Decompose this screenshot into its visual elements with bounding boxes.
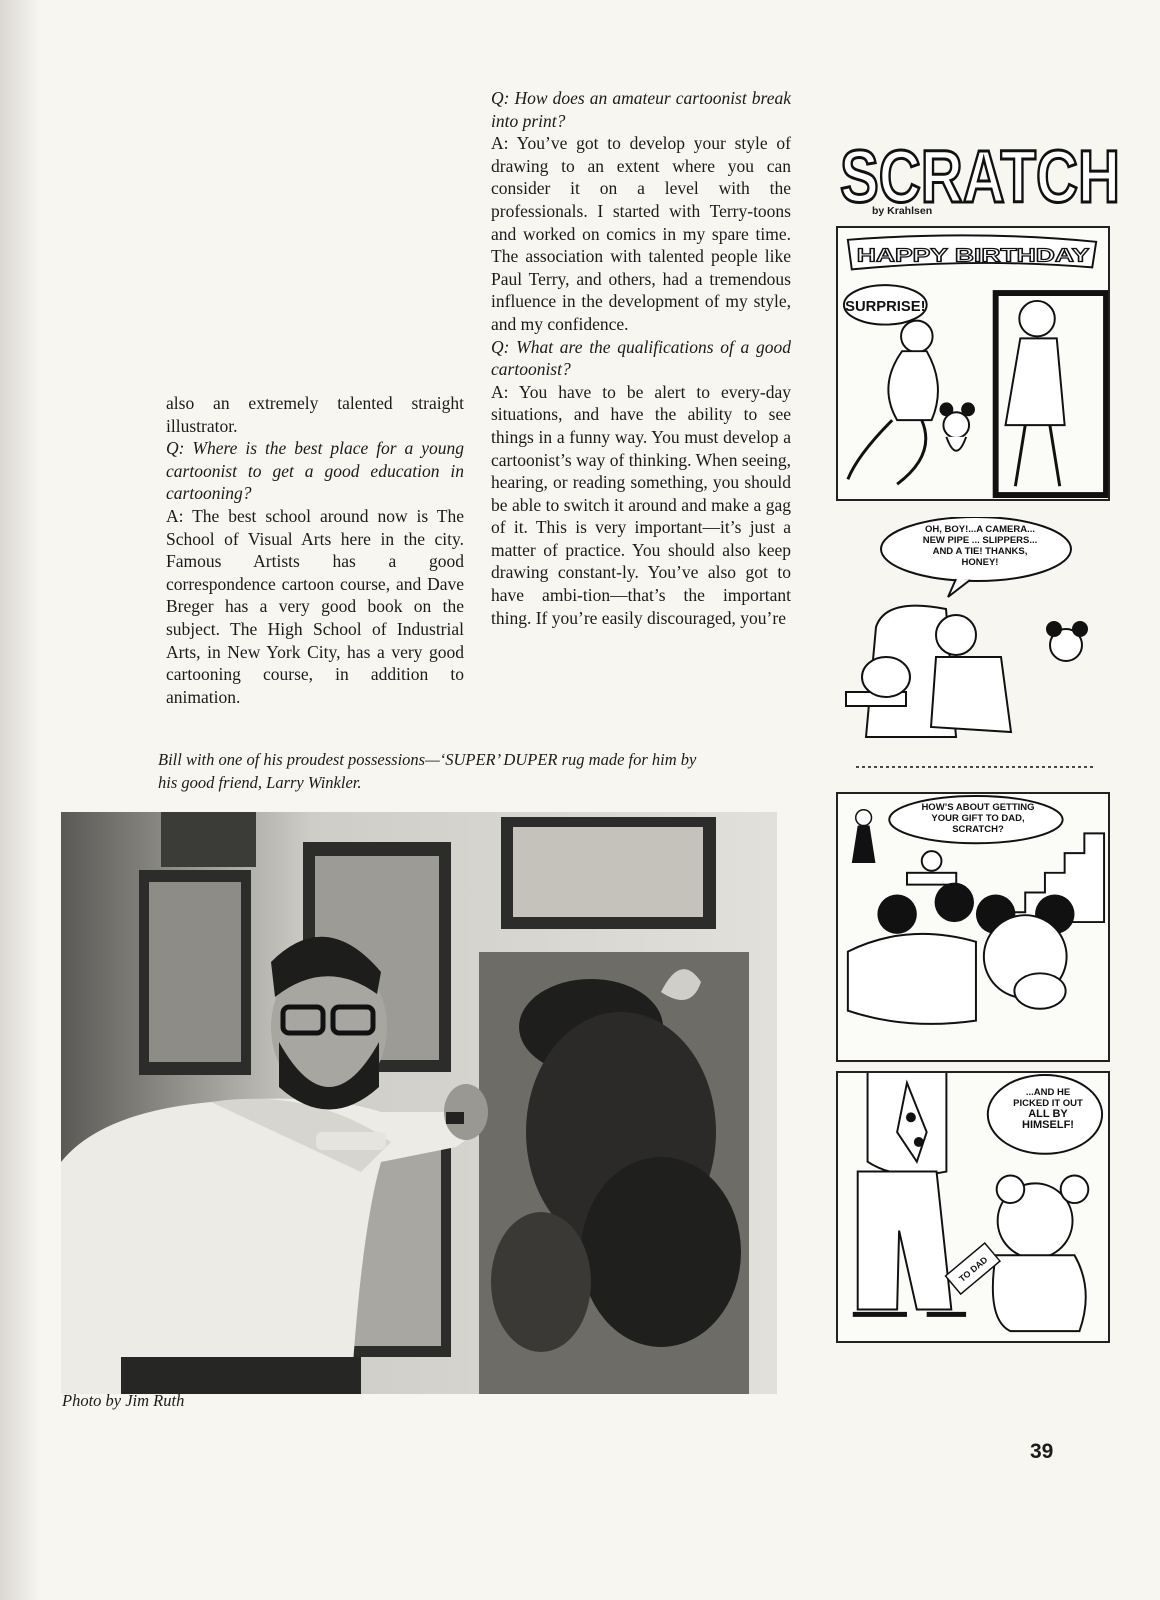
question-paragraph: Q: How does an amateur cartoonist break into print? xyxy=(491,88,791,131)
answer-paragraph: also an extremely talented straight illustrator. xyxy=(166,393,464,436)
page-number: 39 xyxy=(1030,1440,1054,1463)
answer-paragraph: A: The best school around now is The School of Visual Arts here in the city. Famous Artists has a good correspondence cartoon course, and Dave Breger has a very good book on the subject. The High School of Industrial Arts, in New York City, has a very good cartooning course, in addition to animation. xyxy=(166,505,464,707)
birthday-banner: HAPPY BIRTHDAY xyxy=(856,244,1090,266)
bubble-line: SCRATCH? xyxy=(952,824,1004,835)
surprise-bubble: SURPRISE! xyxy=(845,298,926,315)
bubble-line: HIMSELF! xyxy=(1022,1119,1074,1131)
bubble-line: AND A TIE! THANKS, xyxy=(932,546,1028,557)
bubble-line: HOW’S ABOUT GETTING xyxy=(921,802,1035,813)
panel-1-drawing xyxy=(838,228,1108,499)
article-column-right xyxy=(491,87,791,629)
comic-panel-3 xyxy=(836,792,1110,1062)
answer-paragraph: A: You have to be alert to every-day situations, and have the ability to see things in a funny way. You must develop a cartoonist’s way of thinking. When seeing, hearing, or reading something, you should be able to switch it around and make a gag of it. This is very important—it’s just a matter of practice. You should also keep drawing constant-ly. You’ve also got to have ambi-tion—that’s the important thing. If you’re easily discouraged, you’re xyxy=(491,381,791,628)
photo-credit: Photo by Jim Ruth xyxy=(62,1391,185,1410)
photo-caption: Bill with one of his proudest possessions—‘SUPER’ DUPER rug made for him by his good friend, Larry Winkler. xyxy=(158,750,697,792)
page-shadow-edge xyxy=(0,0,40,1600)
comic-byline: by Krahlsen xyxy=(872,205,933,217)
panel-3-speech-bubble xyxy=(908,802,1048,835)
panel-4-speech-bubble xyxy=(990,1087,1106,1131)
bubble-line: ...AND HE xyxy=(1025,1087,1071,1098)
bubble-line: YOUR GIFT TO DAD, xyxy=(931,813,1025,824)
comic-panel-4 xyxy=(836,1071,1110,1343)
comic-title-text: SCRATCH xyxy=(840,136,1120,218)
bubble-line: HONEY! xyxy=(961,557,999,568)
bubble-line: ALL BY xyxy=(1028,1108,1068,1120)
gift-tag: TO DAD xyxy=(957,1254,990,1284)
question-paragraph: Q: Where is the best place for a young cartoonist to get a good education in cartooning? xyxy=(166,438,464,504)
comic-panel-1 xyxy=(836,226,1110,501)
bubble-line: PICKED IT OUT xyxy=(1013,1098,1083,1109)
panel-2-speech-bubble xyxy=(884,524,1076,568)
question-paragraph: Q: What are the qualifications of a good cartoonist? xyxy=(491,336,791,380)
photo-illustration xyxy=(61,812,777,1394)
answer-paragraph: A: You’ve got to develop your style of drawing to an extent where you can consider it on a level with the professionals. I started with Terry-toons and worked on comics in my spare time. The association with talented people like Paul Terry, and others, had a tremendous influence in the development of my style, and my confidence. xyxy=(491,133,791,334)
comic-panel-2 xyxy=(836,517,1110,779)
rug xyxy=(479,952,749,1394)
photograph xyxy=(61,812,777,1394)
bubble-line: NEW PIPE ... SLIPPERS... xyxy=(922,535,1038,546)
article-column-left xyxy=(166,392,464,708)
bubble-line: OH, BOY!...A CAMERA... xyxy=(925,524,1035,535)
